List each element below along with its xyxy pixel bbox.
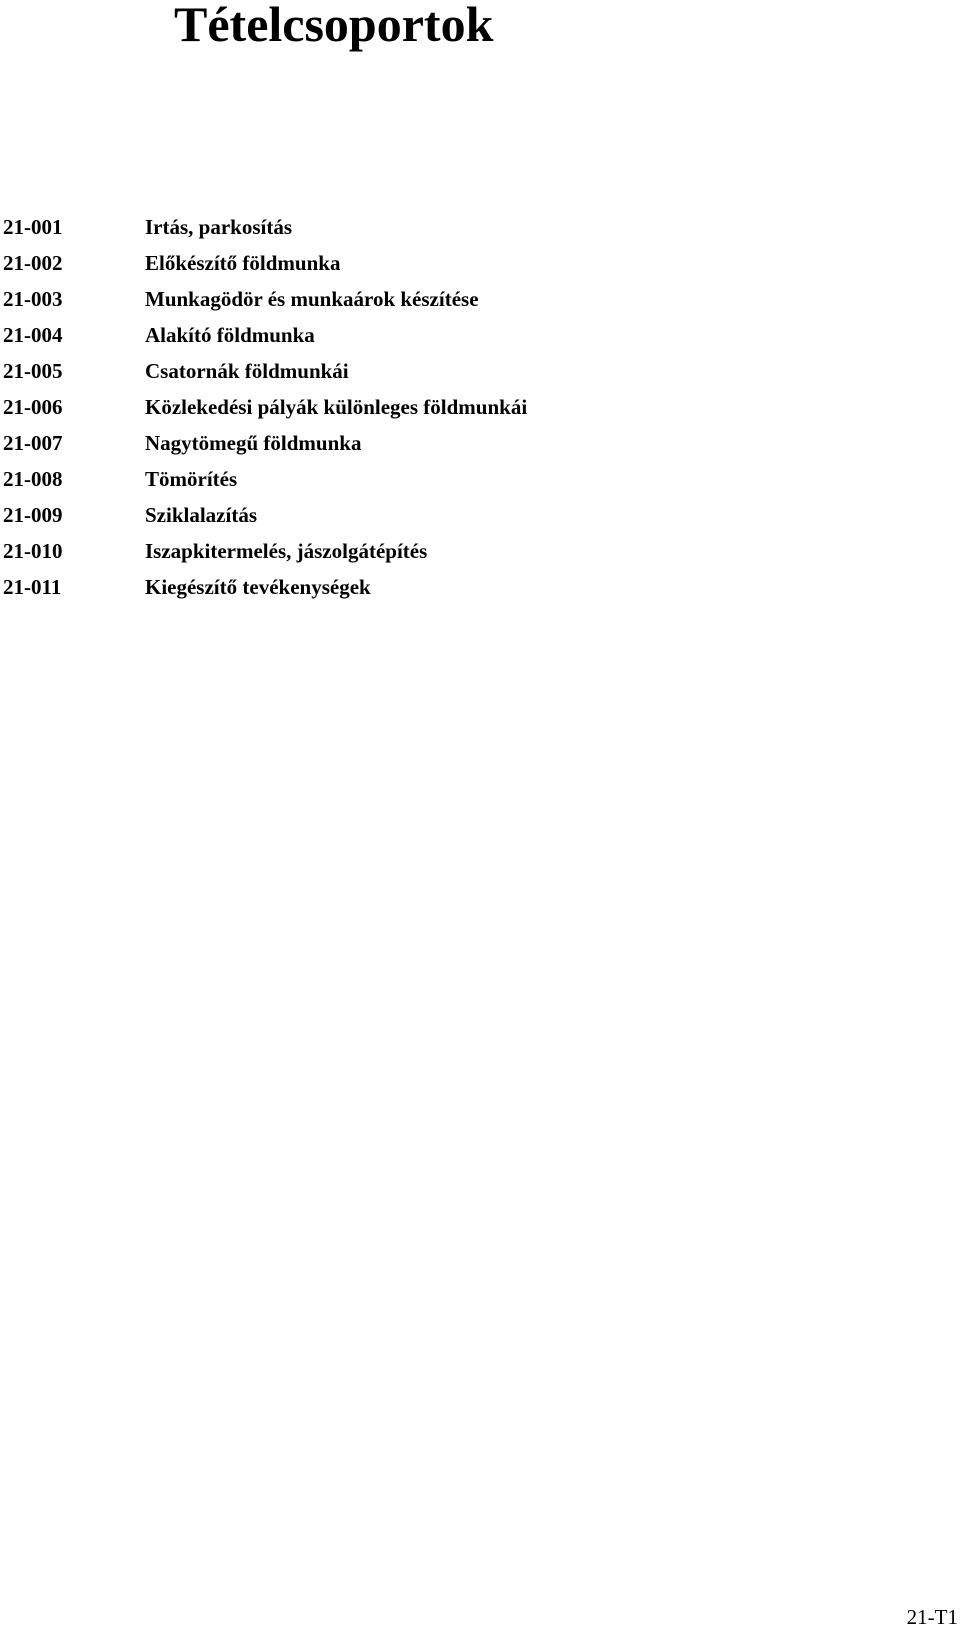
group-name: Munkagödör és munkaárok készítése xyxy=(145,286,479,311)
list-item xyxy=(3,497,527,533)
page-number: 21-T1 xyxy=(906,1605,958,1629)
page-title: Tételcsoportok xyxy=(174,0,494,52)
list-item xyxy=(3,209,527,245)
group-code: 21-011 xyxy=(3,574,62,599)
list-item xyxy=(3,425,527,461)
list-item xyxy=(3,245,527,281)
group-name: Sziklalazítás xyxy=(145,502,258,527)
group-name: Csatornák földmunkái xyxy=(145,358,349,383)
group-name: Közlekedési pályák különleges földmunkái xyxy=(145,394,528,419)
group-code: 21-006 xyxy=(3,394,63,419)
group-code: 21-003 xyxy=(3,286,63,311)
list-item xyxy=(3,389,527,425)
group-name: Iszapkitermelés, jászolgátépítés xyxy=(145,538,428,563)
group-name: Irtás, parkosítás xyxy=(145,214,293,239)
group-list xyxy=(3,209,527,605)
group-name: Előkészítő földmunka xyxy=(145,250,341,275)
list-item xyxy=(3,353,527,389)
list-item xyxy=(3,533,527,569)
group-code: 21-010 xyxy=(3,538,63,563)
group-name: Kiegészítő tevékenységek xyxy=(145,574,371,599)
list-item xyxy=(3,461,527,497)
group-name: Tömörítés xyxy=(145,466,238,491)
group-code: 21-009 xyxy=(3,502,63,527)
group-name: Alakító földmunka xyxy=(145,322,315,347)
list-item xyxy=(3,281,527,317)
group-code: 21-008 xyxy=(3,466,63,491)
group-code: 21-004 xyxy=(3,322,63,347)
group-code: 21-007 xyxy=(3,430,63,455)
group-name: Nagytömegű földmunka xyxy=(145,430,362,455)
group-code: 21-002 xyxy=(3,250,63,275)
list-item xyxy=(3,569,527,605)
group-code: 21-005 xyxy=(3,358,63,383)
list-item xyxy=(3,317,527,353)
group-code: 21-001 xyxy=(3,214,63,239)
